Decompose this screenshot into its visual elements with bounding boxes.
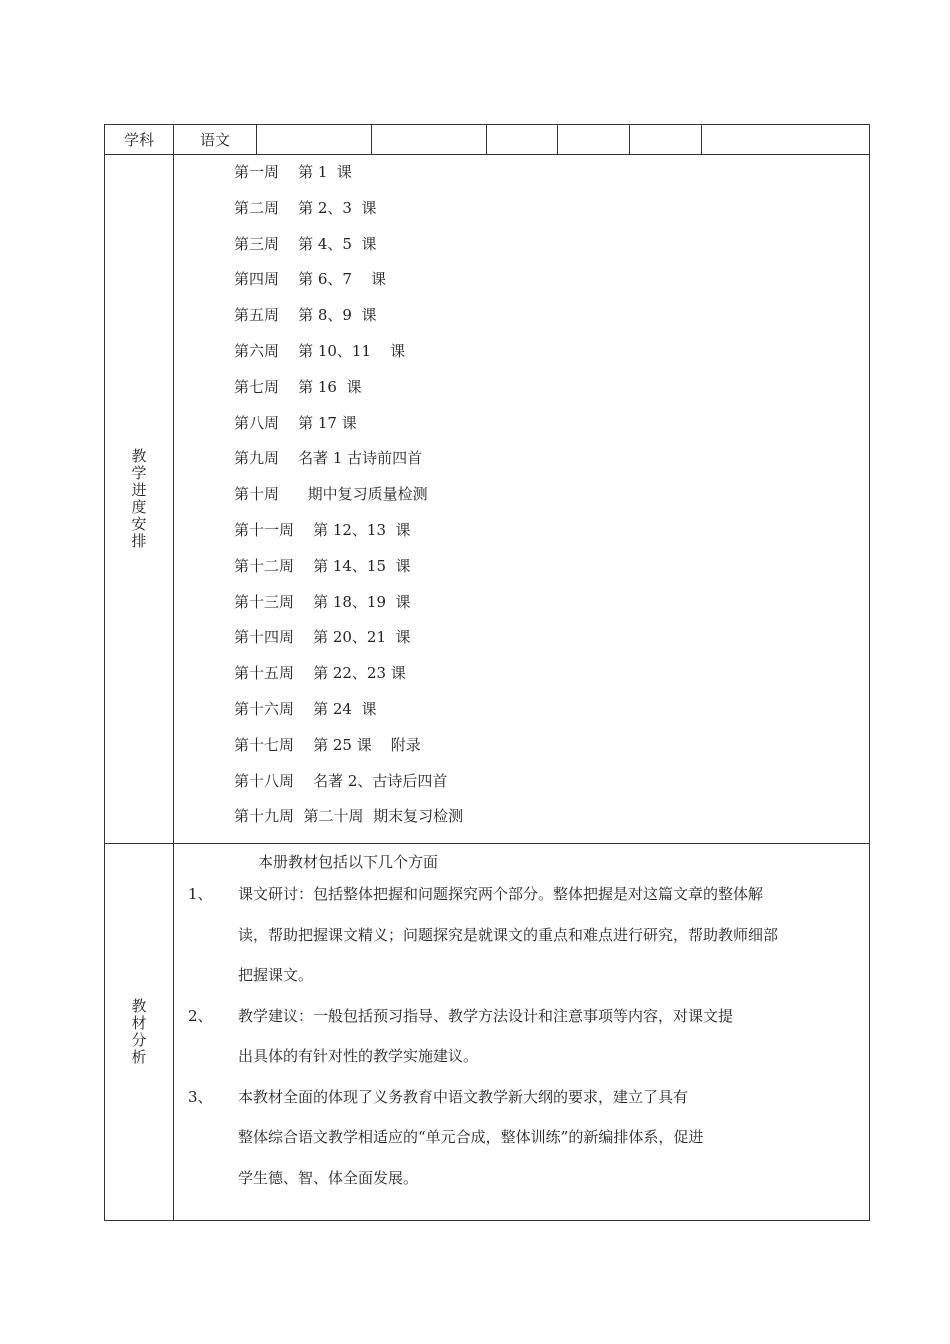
schedule-item: 第十周 期中复习质量检测 <box>234 485 428 504</box>
header-empty-cell <box>630 125 702 155</box>
schedule-content <box>174 155 870 844</box>
schedule-item: 第十六周 第 24 课 <box>234 699 377 718</box>
header-empty-cell <box>372 125 487 155</box>
analysis-num: 2、 <box>188 1006 213 1025</box>
schedule-item: 第六周 第 10、11 课 <box>234 341 406 360</box>
header-empty-cell <box>558 125 630 155</box>
analysis-line <box>188 965 829 1006</box>
analysis-text: 整体综合语文教学相适应的“单元合成，整体训练”的新编排体系，促进 <box>238 1128 704 1147</box>
analysis-text: 读，帮助把握课文精义；问题探究是就课文的重点和难点进行研究，帮助教师细部 <box>238 925 779 944</box>
subject-label: 学科 <box>105 125 174 155</box>
header-row <box>105 125 870 155</box>
analysis-num: 3、 <box>188 1087 213 1106</box>
schedule-item: 第五周 第 8、9 课 <box>234 306 377 325</box>
schedule-item: 第九周 名著 1 古诗前四首 <box>234 449 423 468</box>
plan-table <box>104 124 870 1221</box>
schedule-item: 第十七周 第 25 课 附录 <box>234 735 421 754</box>
schedule-item: 第十四周 第 20、21 课 <box>234 628 411 647</box>
schedule-item: 第十二周 第 14、15 课 <box>234 556 411 575</box>
analysis-line <box>188 1006 829 1047</box>
schedule-label-cell <box>105 155 174 844</box>
analysis-line <box>188 1087 829 1128</box>
schedule-item: 第十五周 第 22、23 课 <box>234 664 406 683</box>
schedule-item: 第十九周 第二十周 期末复习检测 <box>234 807 464 826</box>
analysis-line <box>188 925 829 966</box>
schedule-label: 教学进度安排 <box>131 447 147 551</box>
schedule-item: 第二周 第 2、3 课 <box>234 198 377 217</box>
schedule-item: 第三周 第 4、5 课 <box>234 234 377 253</box>
analysis-intro: 本册教材包括以下几个方面 <box>258 853 439 872</box>
analysis-row <box>105 844 870 1221</box>
analysis-line <box>188 1168 829 1209</box>
header-empty-cell <box>702 125 870 155</box>
header-empty-cell <box>257 125 372 155</box>
header-empty-cell <box>487 125 558 155</box>
analysis-text: 出具体的有针对性的教学实施建议。 <box>238 1047 479 1066</box>
schedule-item: 第八周 第 17 课 <box>234 413 357 432</box>
analysis-text: 学生德、智、体全面发展。 <box>238 1168 419 1187</box>
schedule-item: 第七周 第 16 课 <box>234 377 362 396</box>
analysis-label-cell <box>105 844 174 1221</box>
analysis-text: 教学建议：一般包括预习指导、教学方法设计和注意事项等内容，对课文提 <box>238 1006 734 1025</box>
analysis-label: 教材分析 <box>131 997 147 1067</box>
subject-value: 语文 <box>174 125 257 155</box>
analysis-line <box>188 884 829 925</box>
schedule-item: 第一周 第 1 课 <box>234 163 352 181</box>
schedule-item: 第十三周 第 18、19 课 <box>234 592 411 611</box>
analysis-text: 课文研讨：包括整体把握和问题探究两个部分。整体把握是对这篇文章的整体解 <box>238 885 764 904</box>
analysis-text: 把握课文。 <box>238 966 314 985</box>
analysis-num: 1、 <box>188 885 213 904</box>
schedule-row <box>105 155 870 844</box>
schedule-item: 第四周 第 6、7 课 <box>234 270 387 289</box>
analysis-line <box>188 1046 829 1087</box>
analysis-content <box>174 844 870 1221</box>
analysis-line <box>188 1127 829 1168</box>
schedule-item: 第十一周 第 12、13 课 <box>234 520 411 539</box>
analysis-text: 本教材全面的体现了义务教育中语文教学新大纲的要求，建立了具有 <box>238 1087 689 1106</box>
schedule-item: 第十八周 名著 2、古诗后四首 <box>234 771 448 790</box>
